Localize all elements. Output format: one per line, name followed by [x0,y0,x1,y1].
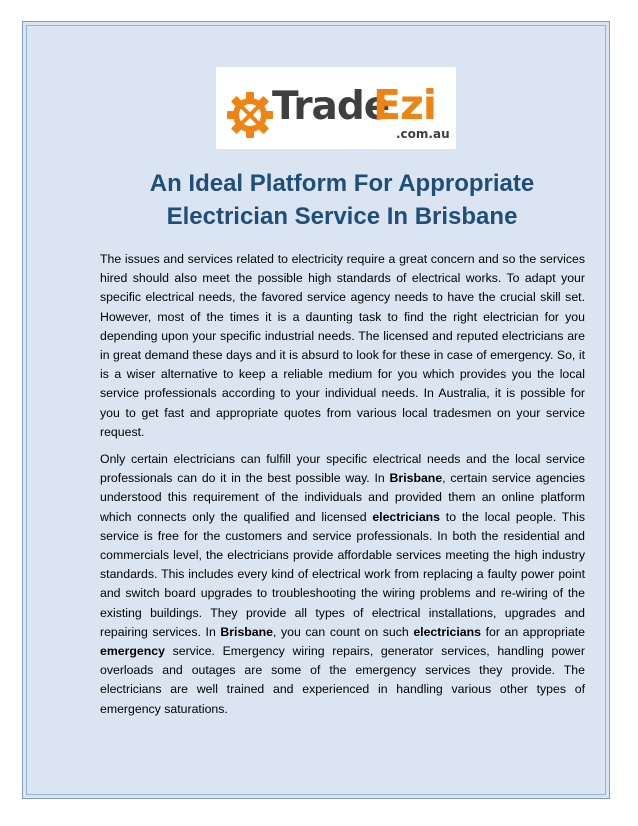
p2-text-3: to the local people. This service is free for the customers and service professionals. In both the residential and commercials level, the electricians provide affordable services meeting the high industry standards. This includes every kind of electrical work from replacing a faulty power point and switch board upgrades to troubleshooting the wiring problems and re-wiring of the existing buildings. They provide all types of electrical installations, upgrades and repairing services. In [100,509,585,639]
article-title [83,167,601,233]
p2-text-4: , you can count on such [273,624,414,639]
article-title-line2: Electrician Service In Brisbane [166,203,518,230]
p2-text-1: Only certain electricians can fulfill your specific electrical needs and the local service professionals can do it in the best possible way. In [100,452,585,486]
gear-tools-icon [226,91,274,139]
document-page [22,21,610,799]
p2-text-2: , certain service agencies understood this requirement of the individuals and provided them an online platform which connects only the qualified and licensed [100,471,585,524]
tradeezi-logo [216,67,456,149]
p2-bold-brisbane-1: Brisbane [389,471,443,486]
p2-bold-emergency: emergency [100,644,165,659]
article-title-line1: An Ideal Platform For Appropriate [149,170,535,197]
paragraph-2 [100,450,585,719]
p2-bold-brisbane-2: Brisbane [220,624,273,639]
logo-text-domain: .com.au [396,127,450,141]
article-body [100,250,585,727]
p2-bold-electricians-1: electricians [372,509,441,524]
p2-text-6: service. Emergency wiring repairs, generator services, handling power overloads and outages are some of the emergency services they provide. The electricians are well trained and experienced in handling various other types of emergency saturations. [100,644,585,716]
p2-bold-electricians-2: electricians [413,624,481,639]
logo-text-trade: Trade [272,84,390,129]
paragraph-1: The issues and services related to electricity require a great concern and so the services hired should also meet the possible high standards of electrical works. To adapt your specific electrical needs, the favored service agency needs to have the crucial skill set. However, most of the times it is a daunting task to find the right electrician for you depending upon your specific industrial needs. The licensed and reputed electricians are in great demand these days and it is absurd to look for these in case of emergency. So, it is a wiser alternative to keep a reliable medium for you which provides you the local service professionals according to your individual needs. In Australia, it is possible for you to get fast and appropriate quotes from various local tradesmen on your service request. [100,252,585,439]
logo-text-ezi: Ezi [373,81,436,129]
p2-text-5: for an appropriate [481,624,585,639]
